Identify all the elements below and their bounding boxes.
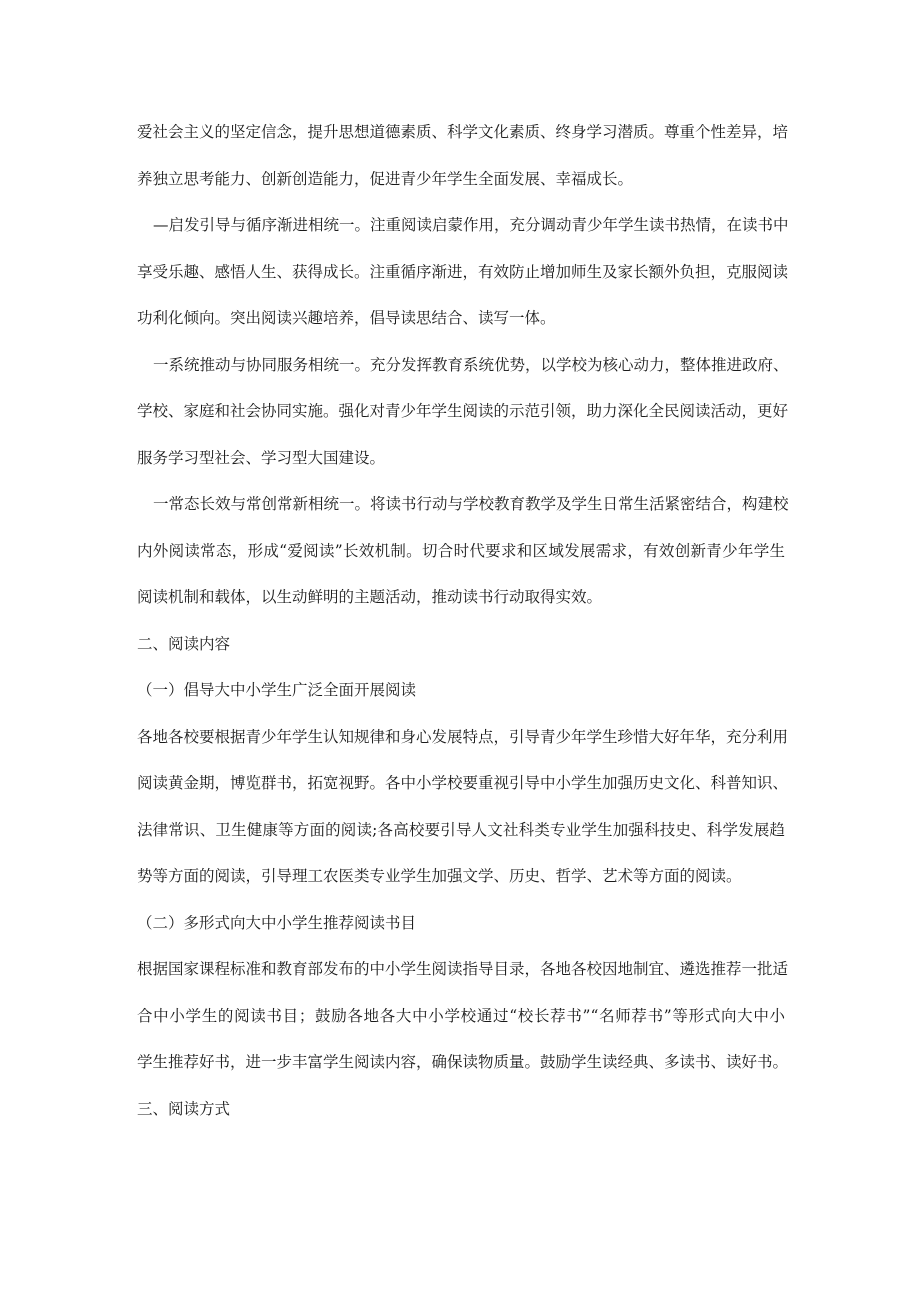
heading-text: 三、阅读方式 [137, 1099, 231, 1118]
section-heading-method [137, 1098, 797, 1121]
section-heading-content [137, 633, 797, 656]
heading-text: （二）多形式向大中小学生推荐阅读书目 [137, 913, 417, 932]
paragraph-1 [137, 121, 797, 191]
paragraph-5 [137, 726, 797, 889]
paragraph-line: 合中小学生的阅读书目；鼓励各地各大中小学校通过“校长荐书”“名师荐书”等形式向大中小 [137, 1006, 785, 1025]
paragraph-line: 势等方面的阅读，引导理工农医类专业学生加强文学、历史、哲学、艺术等方面的阅读。 [137, 867, 742, 885]
paragraph-line: 阅读机制和载体，以生动鲜明的主题活动，推动读书行动取得实效。 [137, 588, 603, 606]
heading-text: （一）倡导大中小学生广泛全面开展阅读 [137, 681, 417, 699]
paragraph-line: 功利化倾向。突出阅读兴趣培养，倡导读思结合、读写一体。 [137, 309, 556, 327]
paragraph-line: —启发引导与循序渐进相统一。注重阅读启蒙作用，充分调动青少年学生读书热情，在读书中 [153, 216, 789, 234]
subsection-heading-1 [137, 679, 797, 702]
paragraph-2 [137, 214, 797, 330]
paragraph-line: 享受乐趣、感悟人生、获得成长。注重循序渐进，有效防止增加师生及家长额外负担，克服阅读 [137, 262, 789, 281]
paragraph-line: 法律常识、卫生健康等方面的阅读;各高校要引导人文社科类专业学生加强科技史、科学发展趋 [137, 820, 785, 839]
paragraph-line: 内外阅读常态，形成“爱阅读”长效机制。切合时代要求和区域发展需求，有效创新青少年学生 [137, 541, 785, 560]
heading-text: 二、阅读内容 [137, 634, 231, 653]
paragraph-4 [137, 493, 797, 609]
paragraph-line: 学校、家庭和社会协同实施。强化对青少年学生阅读的示范引领，助力深化全民阅读活动，更好 [137, 402, 789, 420]
paragraph-line: 爱社会主义的坚定信念，提升思想道德素质、科学文化素质、终身学习潜质。尊重个性差异，培 [137, 123, 789, 141]
paragraph-line: 一常态长效与常创常新相统一。将读书行动与学校教育教学及学生日常生活紧密结合，构建校 [153, 495, 789, 513]
paragraph-line: 服务学习型社会、学习型大国建设。 [137, 448, 386, 467]
paragraph-line: 阅读黄金期，博览群书，拓宽视野。各中小学校要重视引导中小学生加强历史文化、科普知识、 [137, 774, 789, 792]
paragraph-6 [137, 958, 797, 1074]
paragraph-line: 各地各校要根据青少年学生认知规律和身心发展特点，引导青少年学生珍惜大好年华，充分利用 [137, 727, 789, 746]
paragraph-line: 一系统推动与协同服务相统一。充分发挥教育系统优势，以学校为核心动力，整体推进政府、 [153, 355, 789, 374]
document-body [137, 121, 797, 1121]
paragraph-line: 学生推荐好书，进一步丰富学生阅读内容，确保读物质量。鼓励学生读经典、多读书、读好书。 [137, 1053, 789, 1071]
paragraph-line: 养独立思考能力、创新创造能力，促进青少年学生全面发展、幸福成长。 [137, 169, 634, 188]
subsection-heading-2 [137, 912, 797, 935]
paragraph-line: 根据国家课程标准和教育部发布的中小学生阅读指导目录，各地各校因地制宜、遴选推荐一批适 [137, 960, 789, 978]
paragraph-3 [137, 354, 797, 470]
